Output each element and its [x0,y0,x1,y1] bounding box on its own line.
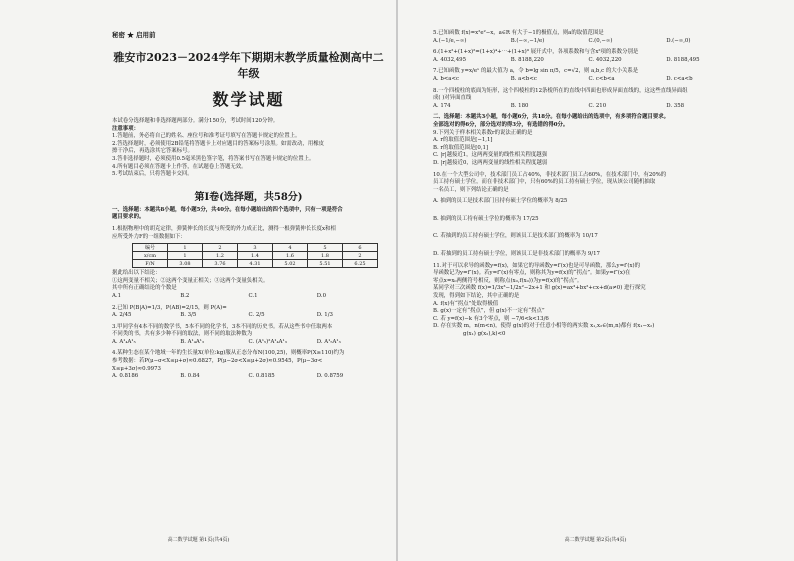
question-2: 2.已知 P(B|A)=1/3，P(AB)=2/15，则 P(A)= [112,304,227,311]
section-heading: 第Ⅰ卷(选择题，共58分) [194,191,303,203]
option: A. 抽到的员工是技术部门且持有硕士学位的概率为 8/25 [433,198,568,205]
question-8: 8.一个四棱柱的底面为矩形，这个四棱柱的12条棱所在的直线中四面也形成异面直线的，这这些直线异面组 [433,87,688,94]
option: C. 若抽到的员工持有硕士学位，则该员工是技术部门的概率为 10/17 [433,233,598,240]
notice-line: 2.答选择题时，必须使用2B铅笔将答题卡上对应题目的答案标号涂黑。如需改动，用橡皮 [112,140,324,147]
notice-line: 擦干净后，再选涂其它答案标号。 [112,148,193,155]
question-1: 应所受外力F的一组数据如下： [112,233,186,240]
question-3: 不同类的书，共有多少种不同的取法，则不同的取法种数为 [112,331,253,338]
confidential-mark: 秘密 ★ 启用前 [112,31,156,39]
question-5: 5.已知函数 f(x)=x²e²−x，a∈R 有大于−1的极值点，则a的取值范围是 [433,30,604,36]
notice-line: 5.考试结束后，只将答题卡交回。 [112,171,193,178]
option: D. 存在实数 m，n(m<n)，使得 g(x)的对于任意小相等的两实数 x₁,x₂∈(m,n)都有 f(x₁−x₂) [433,323,655,330]
part-instructions: 一、选择题：本题共8小题，每小题5分，共40分。在每小题给出的四个选项中，只有一项是符合 [112,206,343,213]
question-4: 4.某种生态在某个地域一年的生长量X(单位:kg)服从正态分布N(100,25)，则概率P(X≥110)约为 [112,350,345,357]
answer-options: A. 2/45 B. 3/5 C. 2/5 D. 1/3 [112,312,333,319]
page-footer: 高二数学试题 第2页(共4页) [564,537,627,543]
notice-line: 3.答非选择题时，必须使用0.5毫米黑色签字笔，将答案书写在答题卡规定的位置上。 [112,155,315,162]
option: A. f(x)有“拐点”处取得极值 [433,300,499,307]
part-instructions: 题目要求的。 [112,214,145,221]
notice-title: 注意事项： [112,125,139,132]
question-10: 一名员工，则下列结论正确的是 [433,186,509,193]
answer-options: A.1 B.2 C.1 D.0 [112,292,327,299]
question-7: 7.已知函数 y=x/eˣ 的最大值为 a，令 b=lg sin π/5，c=√2，则 a,b,c 的大小关系是 [433,68,639,75]
page-footer: 高二数学试题 第1页(共4页) [167,537,230,543]
question-4: X≤μ+3σ)≈0.9973 [112,365,161,372]
table-row: F/N 3.08 3.76 4.31 5.02 5.51 6.25 [133,260,378,268]
question-11: 零点x=x₀两侧符号相反，则称点(x₀,f(x₀))为y=f(x)的“拐点”。 [433,277,583,284]
question-3: 3.甲同学有4本不同的数学书，5本不同的化学书，3本不同的历史书。若从这些书中任取两本 [112,323,333,330]
answer-options: A. 4032,495 B. 8188,220 C. 4032,220 D. 8188,495 [433,56,700,63]
question-1: 据此给出以下结论： [112,270,161,277]
question-10: 10.在一个大型公司中，技术部门员工占40%，非技术部门员工占60%，在技术部门中，有20%的 [433,171,667,178]
option: B. r的取值范围是[0,1] [433,144,489,151]
option: A. r的取值范围是[−1,1] [433,137,493,144]
table-row: 编号 1 2 3 4 5 6 [133,244,378,252]
notice-line: 1.答题前，务必将自己的姓名、座位号和准考证号填写在答题卡规定的位置上。 [112,133,301,140]
notice-line: 4.所有题目必须在答题卡上作答，在试题卷上答题无效。 [112,163,247,170]
option: g(x₁) g(x₂),k)<0 [463,331,506,337]
question-11: 某同学对三次函数 f(x)=1/3x³−1/2x²−2x+1 和 g(x)=ax³+bx²+cx+d(a≠0) 进行探究 [433,285,646,292]
answer-options: A.(−1/e,−∞) B.(−∞,−1/e) C.(0,−∞) D.(−∞,0) [433,37,691,44]
intro-text: 本试卷分选择题和非选择题两部分。满分150分，考试时间120分钟。 [112,118,279,124]
question-4: 参考数据：若P(μ−σ<X≤μ+σ)≈0.6827，P(μ−2σ<X≤μ+2σ)≈0.9545，P(μ−3σ< [112,358,323,365]
part-instructions: 二、选择题：本题共3小题，每小题6分，共18分。在每小题给出的选项中，有多项符合题目要求。 [433,114,670,121]
part-instructions: 全部选对的得6分，部分选对的得3分，有选错的得0分。 [433,121,569,128]
school-title: 雅安市2023－2024学年下期期末教学质量检测高中二年级 [113,51,384,80]
answer-options: A. A¹₄A¹₅ B. A¹₄A¹₃ C. (A¹₅)²A¹₄A¹₃ D. A¹₅A¹₃ [112,338,341,345]
question-8: 成( )对异面直线 [433,95,472,102]
question-11: 11.对于可以求导的函数y=f(x)，如果它的导函数y=f′(x)也是可导函数，那么y=f′(x)的 [433,262,640,269]
table-row: x/cm 1 1.2 1.4 1.6 1.8 2 [133,252,378,260]
question-9: 9.下列关于样本相关系数r的说法正确的是 [433,129,533,136]
option: C. 若 y=f(x)−k 有3个零点，则 −7/6<k<13/6 [433,315,549,322]
question-1: 1.根据物理中的胡克定律，弹簧伸长的长度与所受的外力成正比，测得一根弹簧伸长长度x和相 [112,225,336,232]
answer-options: A. 0.8186 B. 0.84 C. 0.8185 D. 0.8759 [112,373,344,380]
option: D. |r|越接近0，这两两变量的线性相关程度越弱 [433,159,548,166]
question-10: 员工持有硕士学位，而在非技术部门中，只有60%的员工持有硕士学位，现从该公司随机抽取 [433,179,656,186]
option: B. 抽到的员工持有硕士学位的概率为 17/25 [433,215,539,222]
question-1: ①这两变量不相关；②这两个变量正相关；③这两个变量负相关。 [112,277,269,284]
question-11: 发现，得到如下结论，其中正确的是 [433,293,520,300]
option: D. 若抽到的员工持有硕士学位，则该员工是非技术部门的概率为 9/17 [433,251,600,258]
option: B. g(x)一定有“拐点”，但 g(x)不一定有“拐点” [433,308,545,315]
page-2 [397,0,794,561]
subject-title: 数学试题 [212,90,285,109]
spring-data-table [132,243,378,268]
question-1: 其中所有正确结论的个数是 [112,285,177,292]
answer-options: A. 174 B. 180 C. 210 D. 358 [433,102,685,109]
answer-options: A. b<a<c B. a<b<c C. c<b<a D. c<a<b [433,75,693,82]
question-6: 6.(1+x²+(1+x)²=(1+x)⁴+⋯+(1+x)⁹ 展开式中，各项系数和与含x²项的系数分别是 [433,49,639,56]
option: C. |r|越接近1，这两两变量的线性相关程度越强 [433,152,548,159]
question-11: 导函数记为y=f″(x)。若y=f″(x)有零点，则称其为y=f(x)的“拐点”。如果y=f″(x)在 [433,270,631,277]
